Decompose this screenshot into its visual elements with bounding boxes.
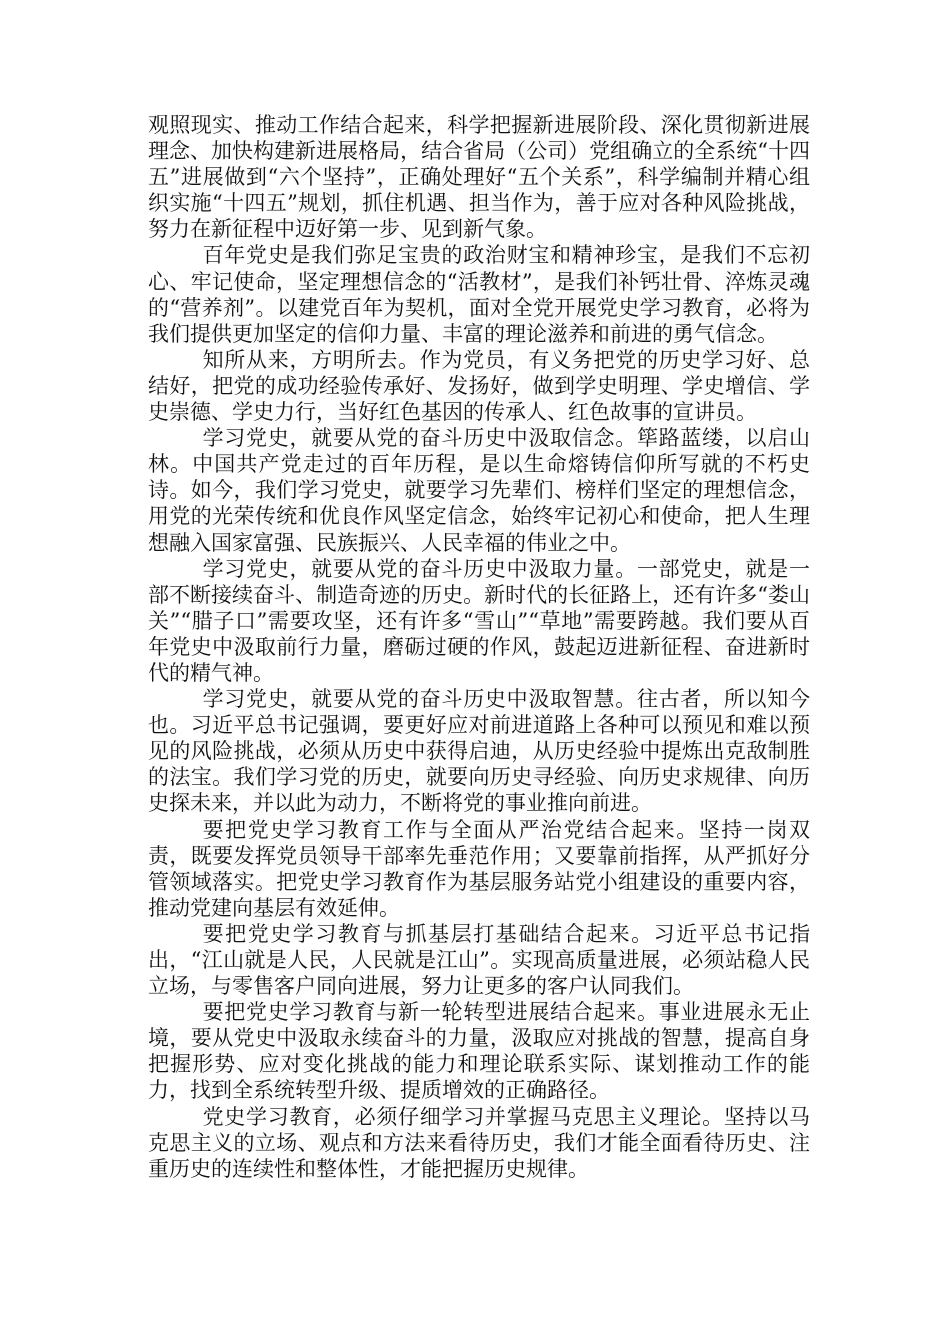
paragraph: 要把党史学习教育与抓基层打基础结合起来。习近平总书记指出，“江山就是人民，人民就是江山”。实现高质量进展，必须站稳人民立场，与零售客户同向进展，努力让更多的客户认同我们。 xyxy=(148,921,810,999)
paragraph: 百年党史是我们弥足宝贵的政治财宝和精神珍宝，是我们不忘初心、牢记使命，坚定理想信念的“活教材”，是我们补钙壮骨、淬炼灵魂的“营养剂”。以建党百年为契机，面对全党开展党史学习教育，必将为我们提供更加坚定的信仰力量、丰富的理论滋养和前进的勇气信念。 xyxy=(148,243,810,346)
paragraph: 学习党史，就要从党的奋斗历史中汲取智慧。往古者，所以知今也。习近平总书记强调，要更好应对前进道路上各种可以预见和难以预见的风险挑战，必须从历史中获得启迪，从历史经验中提炼出克敌制胜的法宝。我们学习党的历史，就要向历史寻经验、向历史求规律、向历史探未来，并以此为动力，不断将党的事业推向前进。 xyxy=(148,687,810,816)
paragraph: 知所从来，方明所去。作为党员，有义务把党的历史学习好、总结好，把党的成功经验传承好、发扬好，做到学史明理、学史增信、学史崇德、学史力行，当好红色基因的传承人、红色故事的宣讲员。 xyxy=(148,347,810,425)
paragraph: 学习党史，就要从党的奋斗历史中汲取力量。一部党史，就是一部不断接续奋斗、制造奇迹的历史。新时代的长征路上，还有许多“娄山关”“腊子口”需要攻坚，还有许多“雪山”“草地”需要跨越。我们要从百年党史中汲取前行力量，磨砺过硬的作风，鼓起迈进新征程、奋进新时代的精气神。 xyxy=(148,556,810,685)
paragraph: 观照现实、推动工作结合起来，科学把握新进展阶段、深化贯彻新进展理念、加快构建新进展格局，结合省局（公司）党组确立的全系统“十四五”进展做到“六个坚持”，正确处理好“五个关系”，科学编制并精心组织实施“十四五”规划，抓住机遇、担当作为，善于应对各种风险挑战，努力在新征程中迈好第一步、见到新气象。 xyxy=(148,113,810,242)
paragraph: 学习党史，就要从党的奋斗历史中汲取信念。筚路蓝缕，以启山林。中国共产党走过的百年历程，是以生命熔铸信仰所写就的不朽史诗。如今，我们学习党史，就要学习先辈们、榜样们坚定的理想信念，用党的光荣传统和优良作风坚定信念，始终牢记初心和使命，把人生理想融入国家富强、民族振兴、人民幸福的伟业之中。 xyxy=(148,426,810,555)
paragraph: 党史学习教育，必须仔细学习并掌握马克思主义理论。坚持以马克思主义的立场、观点和方法来看待历史，我们才能全面看待历史、注重历史的连续性和整体性，才能把握历史规律。 xyxy=(148,1104,810,1181)
paragraph: 要把党史学习教育工作与全面从严治党结合起来。坚持一岗双责，既要发挥党员领导干部率先垂范作用；又要靠前指挥，从严抓好分管领域落实。把党史学习教育作为基层服务站党小组建设的重要内容，推动党建向基层有效延伸。 xyxy=(148,817,810,920)
document-body xyxy=(148,112,810,1182)
paragraph: 要把党史学习教育与新一轮转型进展结合起来。事业进展永无止境，要从党史中汲取永续奋斗的力量，汲取应对挑战的智慧，提高自身把握形势、应对变化挑战的能力和理论联系实际、谋划推动工作的能力，找到全系统转型升级、提质增效的正确路径。 xyxy=(148,1000,810,1103)
